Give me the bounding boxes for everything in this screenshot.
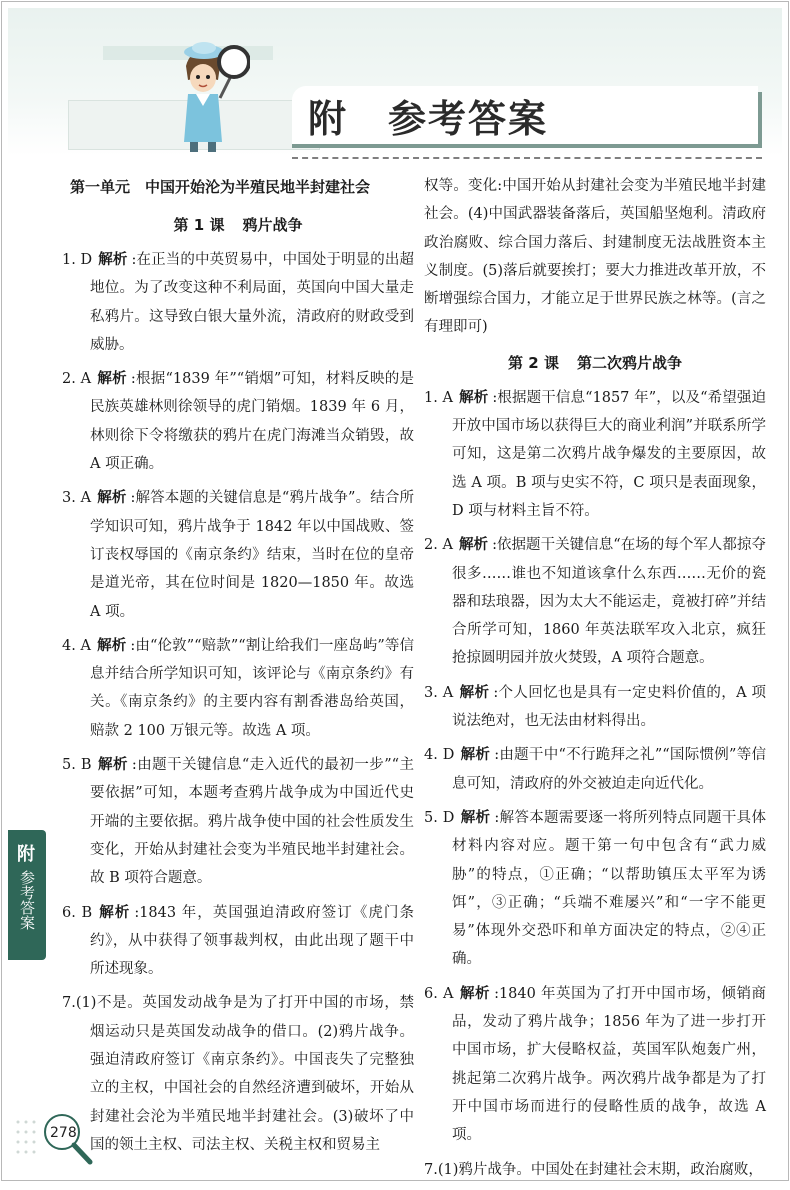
answer-text: :由“伦敦”“赔款”“割让给我们一座岛屿”等信息并结合所学知识可知，该评论与《南京条约》有关。《南京条约》的主要内容有割香港岛给英国，赔款 2 100 万银元等。故选 A 项。: [90, 637, 414, 739]
side-tab-fu: 附: [17, 844, 35, 865]
answer-number: 6. B: [62, 904, 93, 921]
analysis-tag: 解析: [98, 252, 128, 268]
analysis-tag: 解析: [459, 389, 489, 406]
unit-title: 第一单元 中国开始沦为半殖民地半封建社会: [70, 178, 371, 196]
lesson-prefix: 第: [173, 216, 189, 234]
answer-item: [424, 741, 766, 798]
page-number-area: [10, 1112, 120, 1174]
lesson-2-title: [424, 348, 766, 378]
side-tab: [8, 830, 46, 960]
answer-text: :由题干中“不行跪拜之礼”“国际惯例”等信息可知，清政府的外交被迫走向近代化。: [452, 747, 767, 792]
answer-item: [62, 246, 414, 359]
answer-number: 4. A: [62, 637, 92, 654]
analysis-tag: 解析: [97, 637, 127, 654]
answer-text: :根据“1839 年”“销烟”可知，材料反映的是民族英雄林则徐领导的虎门销烟。1839 年 6 月，林则徐下令将缴获的鸦片在虎门海滩当众销毁，故 A 项正确。: [90, 371, 414, 473]
answer-item: [424, 531, 766, 672]
right-column: [424, 172, 766, 1190]
analysis-tag: 解析: [458, 537, 489, 554]
analysis-tag: 解析: [98, 904, 131, 921]
answer-item: [62, 484, 414, 625]
answer-number: 2. A: [62, 371, 92, 388]
analysis-tag: 解析: [460, 747, 491, 764]
answer-number: 3. A: [424, 684, 454, 701]
answer-number: 3. A: [62, 490, 92, 507]
page-number: 278: [50, 1125, 77, 1141]
answer-number: 1. D: [62, 252, 93, 268]
analysis-tag: 解析: [460, 809, 491, 826]
title-fu: 附: [308, 97, 349, 141]
answer-text: :1843 年，英国强迫清政府签订《虎门条约》，从中获得了领事裁判权，由此出现了题干中所述现象。: [90, 904, 414, 978]
answer-number: 4. D: [424, 747, 455, 764]
answer-number: 1. A: [424, 389, 454, 406]
answer-text: :由题干关键信息“走入近代的最初一步”“主要依据”可知，本题考查鸦片战争成为中国近代史开端的主要依据。鸦片战争使中国的社会性质发生变化，开始从封建社会变为半殖民地半封建社会。故 B 项符合题意。: [90, 757, 414, 887]
lesson-number: 1: [193, 216, 205, 234]
page-number-badge-icon: [10, 1112, 120, 1174]
lesson-word: 课: [543, 353, 559, 372]
lesson-1-title: [62, 210, 414, 240]
answer-item: [424, 804, 766, 974]
analysis-tag: 解析: [97, 490, 127, 507]
answer-item: [424, 384, 766, 525]
page-title: [308, 88, 548, 143]
answer-number: 5. B: [62, 757, 92, 774]
title-main: 参考答案: [388, 97, 549, 141]
answer-number: 7.: [62, 995, 76, 1012]
answer-text: :1840 年英国为了打开中国市场，倾销商品，发动了鸦片战争；1856 年为了进一步打开中国市场，扩大侵略权益，英国军队炮轰广州，挑起第二次鸦片战争。两次鸦片战争都是为了打开中国市场而进行的侵略性质的战争，故选 A 项。: [452, 985, 766, 1144]
answer-text: :解答本题需要逐一将所列特点同题干具体材料内容对应。题干第一句中包含有“武力威胁”的特点，①正确；“以帮助镇压太平军为诱饵”，③正确；“兵端不难屡兴”和“一字不能更易”体现外交恐吓和单方面决定的特点，②④正确。: [452, 809, 766, 968]
page-title-banner: [292, 86, 762, 148]
answer-number: 6. A: [424, 985, 454, 1002]
answer-text: :依据题干关键信息“在场的每个军人都掠夺很多……谁也不知道该拿什么东西……无价的瓷器和珐琅器，因为太大不能运走，竟被打碎”并结合所学可知，1860 年英法联军攻入北京，疯狂抢掠圆明园并放火焚毁，A 项符合题意。: [452, 537, 767, 667]
answer-text: :解答本题的关键信息是“鸦片战争”。结合所学知识可知，鸦片战争于 1842 年以中国战败、签订丧权辱国的《南京条约》结束，当时在位的皇帝是道光帝，其在位时间是 1820—1850 年。故选 A 项。: [90, 490, 414, 620]
answer-item: [424, 679, 766, 736]
title-divider: [292, 157, 762, 159]
answer-number: 5. D: [424, 809, 455, 826]
lesson-number: 2: [528, 353, 539, 372]
answer-item: [62, 632, 414, 745]
analysis-tag: 解析: [459, 985, 491, 1002]
title-banner-box: [292, 86, 758, 144]
answer-number: 2. A: [424, 537, 453, 554]
answer-text: :在正当的中英贸易中，中国处于明显的出超地位。为了改变这种不利局面，英国向中国大量走私鸦片。这导致白银大量外流，清政府的财政受到威胁。: [90, 252, 415, 353]
answer-item: [424, 1156, 766, 1184]
answer-continuation: 权等。变化:中国开始从封建社会变为半殖民地半封建社会。(4)中国武器装备落后，英国船坚炮利。清政府政治腐败、综合国力落后、封建制度无法战胜资本主义制度。(5)落后就要挨打；要大力推进改革开放，不断增强综合国力，才能立足于世界民族之林等。(言之有理即可): [424, 178, 766, 336]
analysis-tag: 解析: [97, 371, 127, 388]
answer-text: :根据题干信息“1857 年”，以及“希望强迫开放中国市场以获得巨大的商业利润”并联系所学可知，这是第二次鸦片战争爆发的主要原因，故选 A 项。B 项与史实不符，C 项只是表面现象，D 项与材料主旨不符。: [452, 389, 766, 519]
answer-item: [424, 980, 766, 1150]
side-tab-label: 参考答案: [18, 870, 36, 930]
answer-text: (1)鸦片战争。中国处在封建社会末期，政治腐败，: [437, 1161, 763, 1178]
answer-text: :个人回忆也是具有一定史料价值的，A 项说法绝对，也无法由材料得出。: [452, 684, 767, 730]
answer-item: [62, 899, 414, 984]
magnifier-girl-icon: [160, 36, 250, 154]
answer-item: [62, 365, 414, 478]
left-column: [62, 172, 414, 1165]
lesson-prefix: 第: [508, 353, 524, 372]
answer-item: [62, 751, 414, 892]
answer-text: (1)不是。英国发动战争是为了打开中国的市场，禁烟运动只是英国发动战争的借口。(2)鸦片战争。强迫清政府签订《南京条约》。中国丧失了完整独立的主权，中国社会的自然经济遭到破坏，开始从封建社会沦为半殖民地半封建社会。(3)破坏了中国的领土主权、司法主权、关税主权和贸易主: [75, 995, 414, 1153]
lesson-name: 第二次鸦片战争: [576, 353, 682, 372]
lesson-word: 课: [209, 216, 225, 234]
lesson-name: 鸦片战争: [242, 216, 303, 234]
answer-number: 7.: [424, 1161, 438, 1178]
analysis-tag: 解析: [97, 757, 128, 774]
analysis-tag: 解析: [459, 684, 490, 701]
